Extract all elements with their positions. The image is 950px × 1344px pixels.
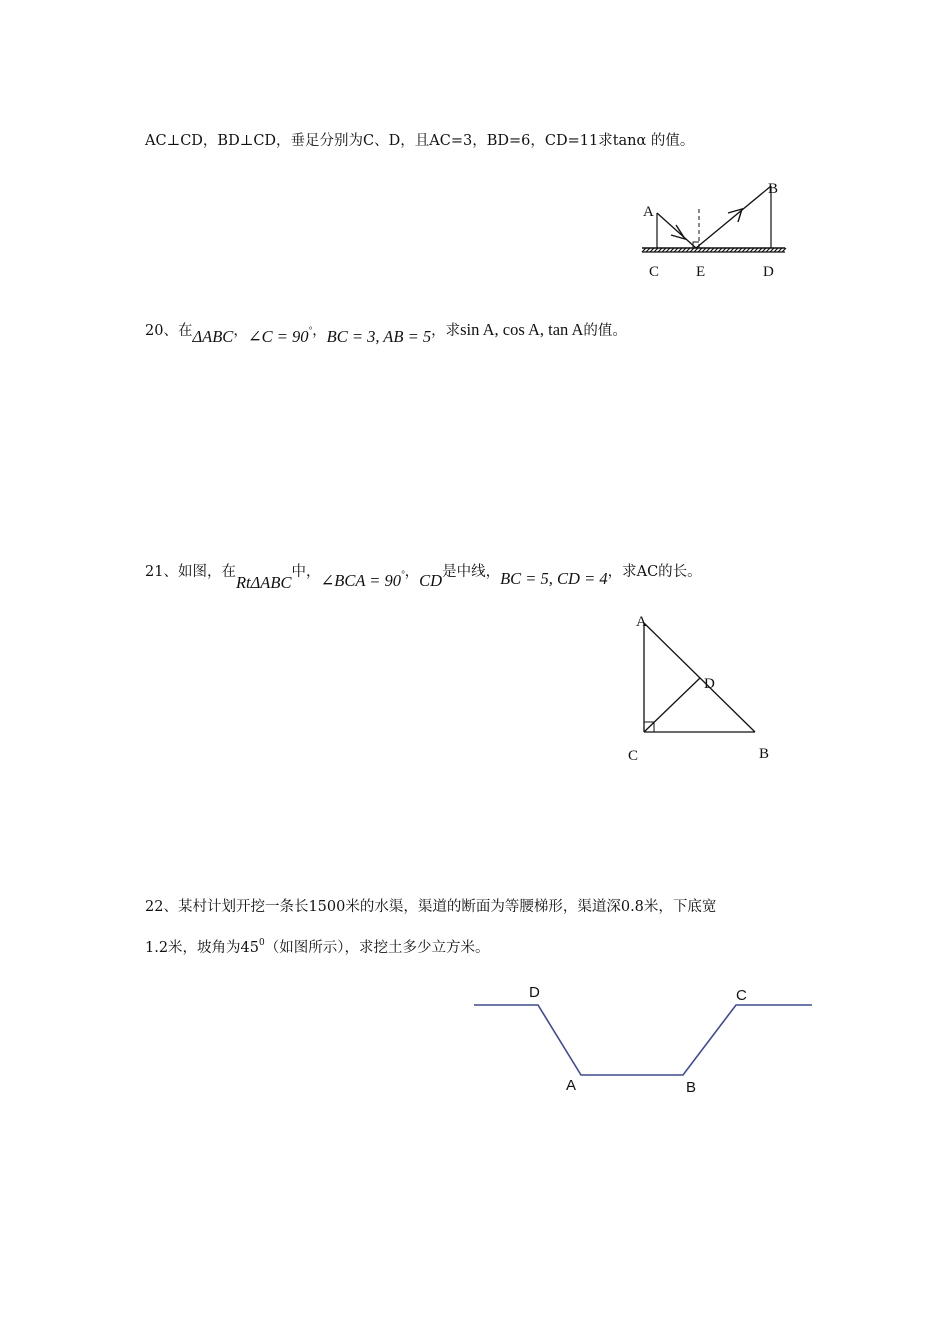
q20-condition: BC = 3, AB = 5 — [326, 327, 432, 346]
ray-ae — [657, 213, 696, 248]
q20-triangle: ΔABC — [192, 327, 234, 346]
label-d: D — [529, 984, 540, 1001]
q22-line1: 22、某村计划开挖一条长1500米的水渠，渠道的断面为等腰梯形，渠道深0.8米，下底宽 — [145, 899, 717, 915]
label-a: A — [643, 204, 654, 220]
label-d: D — [763, 264, 774, 280]
q19-text: AC⊥CD，BD⊥CD，垂足分别为C、D，且AC=3，BD=6，CD=11求tanα 的值。 — [145, 133, 695, 149]
median-cd — [644, 678, 700, 732]
q20-angle: ∠C = 90° — [247, 325, 313, 346]
channel-profile — [474, 1005, 812, 1075]
label-d: D — [704, 676, 715, 692]
label-b: B — [768, 181, 779, 197]
q21-triangle: RtΔABC — [235, 573, 292, 592]
q21-text: 21、如图，在RtΔABC中，∠BCA = 90°，CD是中线，BC = 5, CD = 4，求AC的长。 — [145, 564, 702, 592]
q20-text: 20、在ΔABC，∠C = 90°，BC = 3, AB = 5，求sin A, cos A, tan A的值。 — [145, 320, 627, 346]
q20-functions: sin A, cos A, tan A — [460, 320, 584, 339]
label-c: C — [736, 987, 747, 1004]
q21-triangle-figure — [620, 612, 790, 772]
label-e: E — [696, 264, 706, 280]
label-c: C — [628, 748, 639, 764]
q22-line2: 1.2米，坡角为$45^0$（如图所示），求挖土多少立方米。 — [145, 938, 490, 956]
label-b: B — [759, 746, 770, 762]
q19-reflection-figure — [630, 175, 800, 285]
q21-angle: ∠BCA = 90° — [320, 569, 405, 590]
ground-hatching — [642, 248, 786, 252]
label-b: B — [686, 1079, 697, 1096]
q21-cd: CD — [419, 571, 443, 590]
label-c: C — [649, 264, 660, 280]
ray-eb — [696, 186, 771, 248]
q21-condition: BC = 5, CD = 4 — [500, 569, 608, 588]
label-a: A — [636, 614, 647, 630]
q22-channel-cross-section — [470, 978, 820, 1098]
label-a: A — [566, 1077, 577, 1094]
